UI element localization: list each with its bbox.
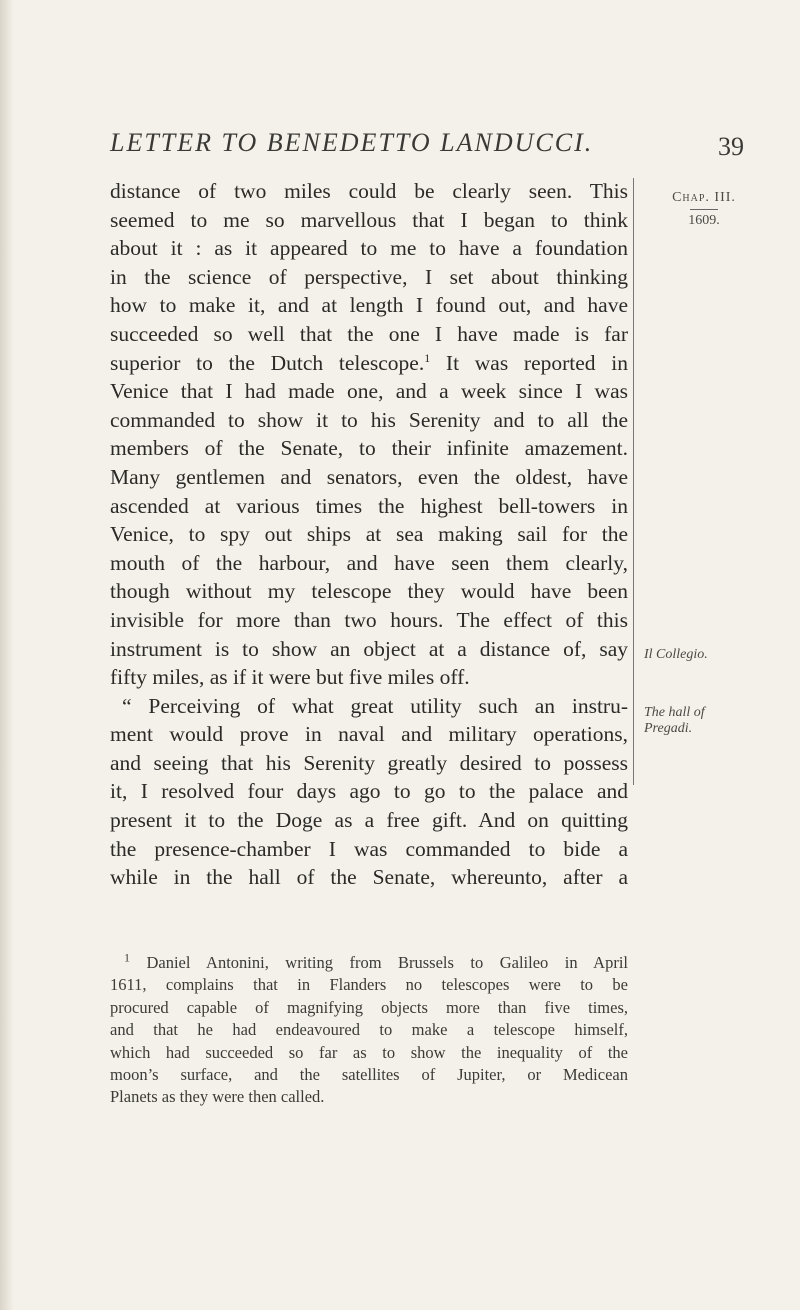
footnote-line: moon’s surface, and the satellites of Jupiter, or Medicean — [110, 1065, 628, 1085]
text-line: mouth of the harbour, and have seen them clearly, — [110, 550, 628, 575]
footnote-reference: 1 — [424, 350, 431, 365]
text-line: Many gentlemen and senators, even the oldest, have — [110, 464, 628, 489]
text-line: invisible for more than two hours. The effect of this — [110, 607, 628, 632]
footnote-line: 1611, complains that in Flanders no telescopes were to be — [110, 975, 628, 995]
text-line: commanded to show it to his Serenity and to all the — [110, 407, 628, 432]
text-line: about it : as it appeared to me to have a foundation — [110, 236, 628, 261]
text-line: instrument is to show an object at a distance of, say — [110, 636, 628, 661]
text-line-end: It was reported in — [430, 350, 628, 375]
text-line: it, I resolved four days ago to go to the palace and — [110, 779, 628, 804]
text-line-with-footnote-ref — [110, 349, 628, 378]
main-text — [110, 177, 628, 892]
text-line: distance of two miles could be clearly seen. This — [110, 179, 628, 203]
text-line: and seeing that his Serenity greatly desired to possess — [110, 750, 628, 775]
text-line: ascended at various times the highest bell-towers in — [110, 493, 628, 518]
footnote-line: and that he had endeavoured to make a telescope himself, — [110, 1020, 628, 1040]
text-line-paragraph-end: fifty miles, as if it were but five miles off. — [110, 665, 470, 690]
text-line: the presence-chamber I was commanded to bide a — [110, 836, 628, 861]
margin-note-hall — [644, 705, 744, 737]
page-gutter-shadow — [0, 0, 14, 1310]
footnote-line: Planets as they were then called. — [110, 1087, 325, 1107]
footnote-marker: 1 — [124, 950, 130, 965]
text-line: succeeded so well that the one I have made is far — [110, 321, 628, 346]
running-head: LETTER TO BENEDETTO LANDUCCI. — [110, 128, 594, 157]
margin-chapter: Chap. III. — [672, 190, 736, 205]
margin-note-collegio: Il Collegio. — [644, 647, 708, 662]
footnote-line — [110, 952, 628, 974]
footnote-line: which had succeeded so far as to show the inequality of the — [110, 1042, 628, 1062]
text-line: in the science of perspective, I set about thinking — [110, 264, 628, 289]
margin-year: 1609. — [688, 213, 720, 228]
text-line: present it to the Doge as a free gift. And on quitting — [110, 808, 628, 833]
margin-note-hall-line2: Pregadi. — [644, 721, 693, 736]
page-number: 39 — [718, 132, 744, 161]
text-line: members of the Senate, to their infinite amazement. — [110, 436, 628, 461]
margin-note-hall-line1: The hall of — [644, 705, 705, 720]
margin-rule — [633, 178, 634, 785]
text-line-paragraph-start: “ Perceiving of what great utility such an instru- — [122, 693, 628, 718]
footnote — [110, 952, 628, 1109]
text-line-start: superior to the Dutch telescope. — [110, 350, 425, 375]
footnote-line: procured capable of magnifying objects more than five times, — [110, 997, 628, 1017]
text-line: Venice that I had made one, and a week since I was — [110, 379, 628, 404]
margin-chapter-rule — [690, 209, 718, 210]
text-line: how to make it, and at length I found out, and have — [110, 293, 628, 318]
text-line: seemed to me so marvellous that I began to think — [110, 207, 628, 232]
footnote-line-text: Daniel Antonini, writing from Brussels to Galileo in April — [146, 953, 628, 972]
text-line: though without my telescope they would have been — [110, 579, 628, 604]
text-line: ment would prove in naval and military operations, — [110, 722, 628, 747]
text-line: Venice, to spy out ships at sea making sail for the — [110, 522, 628, 547]
text-line: while in the hall of the Senate, whereunto, after a — [110, 865, 628, 890]
